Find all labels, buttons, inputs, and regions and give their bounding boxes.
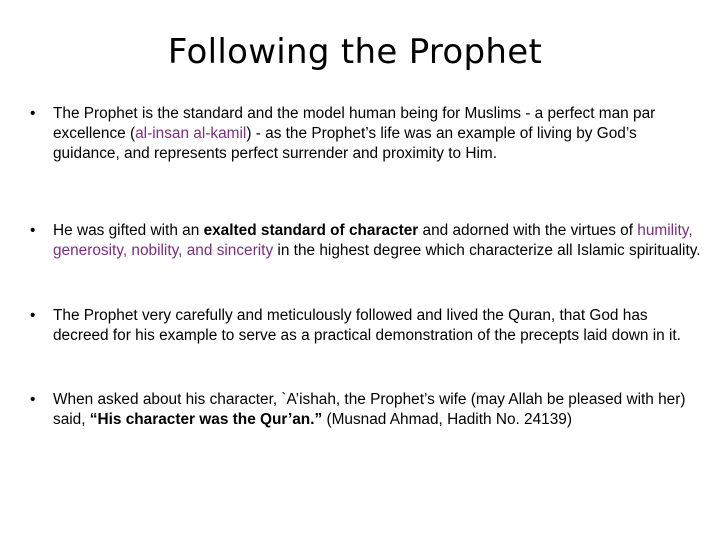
bullet-item-exalted-character — [30, 221, 702, 306]
bold-phrase-exalted-character: exalted standard of character — [203, 222, 419, 239]
bullet-text: and adorned with the virtues of — [418, 222, 638, 239]
bullet-list — [30, 104, 702, 430]
bullet-text: (Musnad Ahmad, Hadith No. 24139) — [322, 411, 572, 428]
bullet-text: The Prophet is the standard and the model human being for Muslims - a perfect man par excellence ( — [53, 105, 656, 142]
bullet-text: When asked about his character, `A’ishah, the Prophet’s wife (may Allah be pleased with her) said, — [53, 391, 686, 428]
bullet-item-aishah-quote — [30, 390, 702, 430]
accent-term-al-insan-al-kamil: al-insan al-kamil — [135, 125, 247, 142]
bold-quote-character-quran: “His character was the Qur’an.” — [89, 411, 323, 428]
slide-title: Following the Prophet — [167, 32, 543, 72]
accent-phrase-virtues: humility, generosity, nobility, and sincerity — [53, 222, 693, 259]
bullet-item-followed-quran — [30, 306, 702, 390]
bullet-item-prophet-model — [30, 104, 702, 221]
bullet-text: The Prophet very carefully and meticulously followed and lived the Quran, that God has decreed for his example to serve as a practical demonstration of the precepts laid down in it. — [53, 307, 681, 344]
bullet-text: ) - as the Prophet’s life was an example of living by God’s guidance, and represents perfect surrender and proximity to Him. — [53, 125, 637, 162]
bullet-text: in the highest degree which characterize all Islamic spirituality. — [273, 242, 701, 259]
bullet-text: He was gifted with an — [53, 222, 204, 239]
